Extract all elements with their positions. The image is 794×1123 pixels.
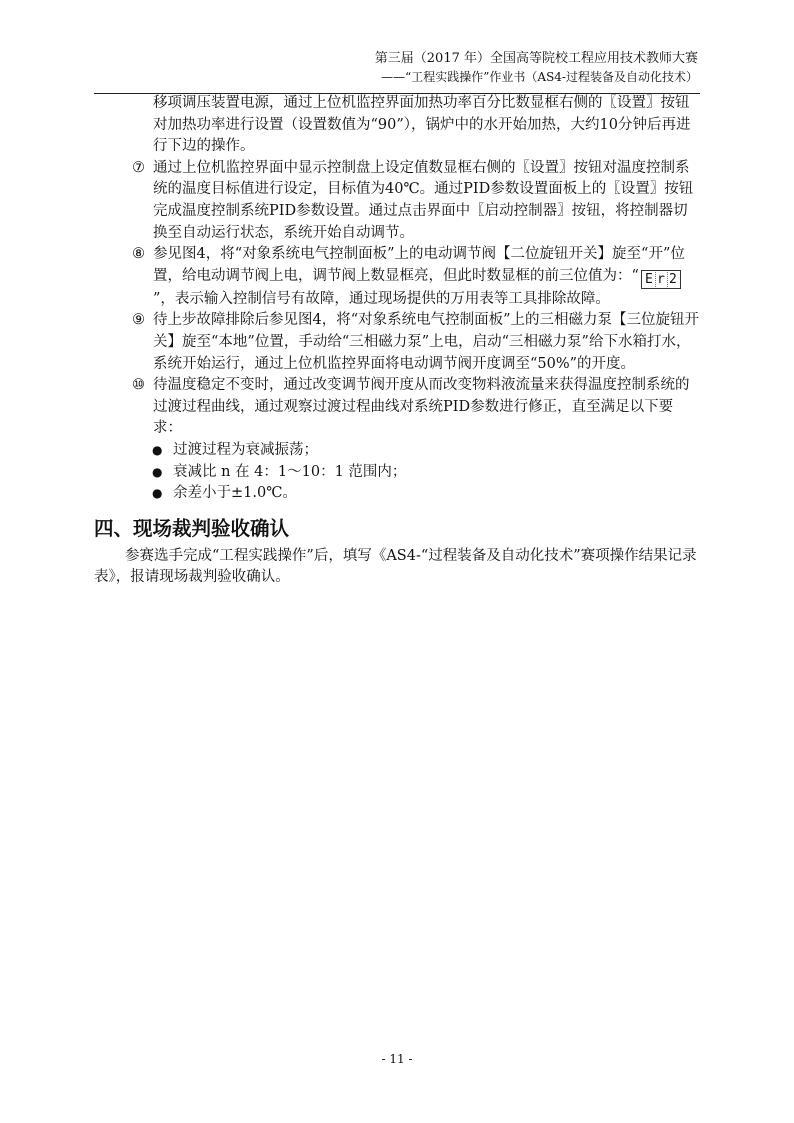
item-text: 通过上位机监控界面中显示控制盘上设定值数显框右侧的〖设置〗按钮对温度控制系统的温度目标值进行设定，目标值为40℃。通过PID参数设置面板上的〖设置〗按钮完成温度控制系统PID参数设置。通过点击界面中〖启动控制器〗按钮，将控制器切换至自动运行状态，系统开始自动调节。 — [153, 159, 694, 241]
requirement-bullet — [94, 440, 700, 462]
section-paragraph: 参赛选手完成“工程实践操作”后，填写《AS4-“过程装备及自动化技术”赛项操作结果记录表》，报请现场裁判验收确认。 — [94, 547, 697, 586]
item-text-part-b: ”，表示输入控制信号有故障，通过现场提供的万用表等工具排除故障。 — [153, 290, 610, 307]
page-number: - 11 - — [381, 1052, 413, 1066]
list-item-9 — [94, 310, 700, 375]
continued-paragraph: 移项调压装置电源，通过上位机监控界面加热功率百分比数显框右侧的〖设置〗按钮对加热功率进行设置（设置数值为“90”），锅炉中的水开始加热，大约10分钟后再进行下边的操作。 — [153, 95, 691, 155]
item-number: ⑨ — [132, 312, 145, 329]
bullet-text: 余差小于±1.0℃。 — [173, 485, 297, 502]
item-text: 待温度稳定不变时，通过改变调节阀开度从而改变物料液流量来获得温度控制系统的过渡过程曲线，通过观察过渡过程曲线对系统PID参数进行修正，直至满足以下要求： — [153, 377, 690, 437]
bullet-text: 衰减比 n 在 4：1～10：1 范围内； — [173, 463, 407, 480]
section-heading: 四、现场裁判验收确认 — [94, 516, 290, 540]
bullet-icon: ● — [152, 442, 163, 457]
list-item-8 — [94, 244, 700, 310]
segment-digit: E — [645, 271, 653, 287]
list-item-7 — [94, 158, 700, 244]
bullet-icon: ● — [152, 486, 163, 501]
item-number: ⑧ — [132, 246, 145, 263]
segment-digit: r — [655, 272, 666, 287]
item-number: ⑩ — [132, 377, 145, 394]
list-item-10 — [94, 375, 700, 440]
seven-segment-display — [641, 270, 681, 289]
document-body — [94, 93, 700, 589]
requirement-bullet — [94, 483, 700, 505]
item-text: 待上步故障排除后参见图4，将“对象系统电气控制面板”上的三相磁力泵【三位旋钮开关】旋至“本地”位置，手动给“三相磁力泵”上电，启动“三相磁力泵”给下水箱打水，系统开始运行，通过上位机监控界面将电动调节阀开度调至“50%”的开度。 — [153, 312, 700, 372]
bullet-text: 过渡过程为衰减振荡； — [173, 441, 318, 458]
header-title: 第三届（2017 年）全国高等院校工程应用技术教师大赛 — [374, 51, 698, 66]
item-text-part-a: 参见图4，将“对象系统电气控制面板”上的电动调节阀【二位旋钮开关】旋至“开”位置，给电动调节阀上电，调节阀上数显框亮，但此时数显框的前三位值为：“ — [153, 246, 685, 284]
item-number: ⑦ — [132, 159, 145, 176]
page-header — [375, 50, 698, 86]
requirement-bullet — [94, 462, 700, 484]
header-subtitle: ——“工程实践操作”作业书（AS4-过程装备及自动化技术） — [381, 70, 698, 84]
bullet-icon: ● — [152, 464, 163, 479]
segment-digit: 2 — [667, 272, 678, 287]
